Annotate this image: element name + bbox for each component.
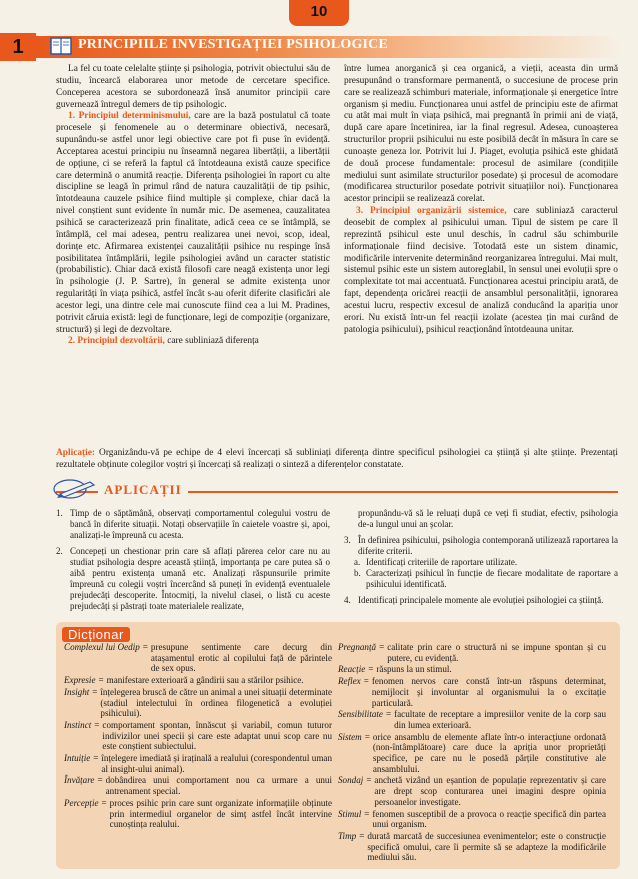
exercise-number: 3. bbox=[344, 535, 351, 545]
paragraph-determinism bbox=[56, 111, 330, 336]
equals-sign: = bbox=[364, 808, 370, 819]
book-icon bbox=[48, 33, 74, 59]
dictionary-entry bbox=[338, 709, 606, 730]
dictionary-entry bbox=[338, 642, 606, 663]
equals-sign: = bbox=[364, 731, 370, 742]
dictionary-term: Insight bbox=[64, 686, 90, 697]
exercise-item bbox=[56, 546, 330, 612]
exercise-number bbox=[344, 508, 358, 530]
dictionary-entry bbox=[64, 798, 332, 830]
pencil-icon bbox=[52, 476, 100, 500]
principle-3-heading: 3. Principiul organizării sistemice, bbox=[356, 206, 507, 217]
exercise-number: 2. bbox=[56, 546, 63, 556]
equals-sign: = bbox=[93, 753, 99, 764]
dictionary-definition: orice ansamblu de elemente aflate într-o interacțiune ordonată (non-întâmplătoare) care duce la apriția unor proprietăți specifice, pe care nu le posedă părțile constitutive ale ansamblului. bbox=[372, 731, 606, 774]
application-label: Aplicație: bbox=[56, 448, 96, 458]
application-text: Organizându-vă pe echipe de 4 elevi încercați să subliniați diferența dintre specificul psihologiei ca știință și alte științe. Prezentați rezultatele obținute colegilor voștri și încercați să realizați o sinteză a diferențelor constatate. bbox=[56, 448, 618, 470]
applications-title: APLICAȚII bbox=[98, 482, 188, 498]
equals-sign: = bbox=[97, 775, 103, 786]
equals-sign: = bbox=[359, 830, 365, 841]
dictionary-definition: comportament spontan, înnăscut și variabil, comun tuturor indivizilor unei specii și care este adaptat unui scop care nu este conștient subiectului. bbox=[102, 719, 332, 752]
dictionary-definition: răspuns la un stimul. bbox=[376, 664, 452, 675]
dictionary-entry bbox=[64, 687, 332, 719]
dictionary-entry bbox=[64, 775, 332, 796]
dictionary-definition: proces psihic prin care sunt organizate informațiile obținute prin intermediul organelor de simț astfel încât intervine cunoștința realului. bbox=[109, 797, 332, 830]
exercise-subitem-letter: b. bbox=[354, 568, 361, 578]
exercises-right-column bbox=[344, 508, 618, 616]
dictionary-term: Intuiție bbox=[64, 753, 91, 764]
principle-3-text: care subliniază caracterul deosebit de complex al psihicului uman. Tipul de sistem pe care îl reprezintă psihicul este unul deschis, în cadrul său schimburile informaționale fiind decisive. Totodată este un sistem dinamic, modificările intervenite determinând reorganizarea întregului. Mai mult, sistemul psihic este un sistem autoreglabil, în sensul unei evoluții spre o complexitate tot mai accentuată. Funcționarea acestui principiu arată, de fapt, dependența oricărei reacții de ansamblul personalității, ignorarea acestui lucru, respectiv excesul de analiză conducând la apariția unor erori. Nu există într-un fel reacții izolate (acestea țin mai curând de patologia psihicului), psihicul reacționând întotdeauna unitar. bbox=[344, 206, 618, 335]
exercise-subitem bbox=[354, 557, 618, 568]
exercise-number: 1. bbox=[56, 508, 63, 518]
dictionary-entry bbox=[338, 676, 606, 708]
exercise-item bbox=[344, 508, 618, 530]
dictionary-term: Sondaj bbox=[338, 775, 364, 786]
section-title: PRINCIPIILE INVESTIGAȚIEI PSIHOLOGICE bbox=[78, 37, 389, 52]
dictionary-entry bbox=[64, 753, 332, 774]
body-columns bbox=[56, 64, 618, 446]
equals-sign: = bbox=[366, 775, 372, 786]
right-column bbox=[344, 64, 618, 446]
dictionary-right-column bbox=[338, 642, 606, 864]
dictionary-definition: anchetă vizând un eșantion de populație reprezentativ și care are drept scop conturarea unei imagini despre opinia persoanelor investigate. bbox=[374, 775, 606, 807]
dictionary-entry bbox=[338, 809, 606, 830]
dictionary-term: Expresie bbox=[64, 675, 96, 686]
equals-sign: = bbox=[142, 642, 148, 652]
exercise-text: Timp de o săptămână, observați comportamentul colegului vostru de bancă în diferite situații. Notați observațiile în caietele voastre și, apoi, analizați-le împreună cu acesta. bbox=[70, 508, 330, 540]
exercise-text: În definirea psihicului, psihologia contemporană utilizează raportarea la diferite criterii. bbox=[358, 535, 618, 556]
exercise-subitem-text: Caracterizați psihicul în funcție de fiecare modalitate de raportare a psihicului identificată. bbox=[366, 568, 618, 589]
dictionary-term: Sensibilitate bbox=[338, 709, 383, 720]
exercises-left-column bbox=[56, 508, 330, 616]
equals-sign: = bbox=[101, 797, 107, 808]
dictionary-entry bbox=[338, 831, 606, 863]
principle-2-heading: 2. Principiul dezvoltării, bbox=[68, 336, 165, 347]
equals-sign: = bbox=[94, 719, 100, 730]
dictionary-definition: înțelegere imediată și iraținală a realului (corespondentul uman al insight-ului animal). bbox=[101, 753, 332, 774]
equals-sign: = bbox=[363, 676, 369, 687]
dictionary-entry bbox=[64, 642, 332, 674]
dictionary-term: Sistem bbox=[338, 731, 362, 742]
dictionary-definition: manifestare exterioară a gândirii sau a stărilor psihice. bbox=[106, 675, 304, 686]
dictionary-term: Stimul bbox=[338, 808, 362, 819]
dictionary-entry bbox=[64, 720, 332, 752]
exercises bbox=[56, 508, 618, 616]
dictionary-entry bbox=[338, 732, 606, 775]
application-note bbox=[56, 448, 618, 472]
dictionary-term: Reflex bbox=[338, 676, 361, 687]
dictionary-term: Complexul lui Oedip bbox=[64, 642, 140, 652]
paragraph-development bbox=[56, 336, 330, 348]
dictionary-definition: calitate prin care o structură ni se impune spontan și cu putere, cu evidență. bbox=[387, 642, 606, 663]
exercise-subitem-text: Identificați criteriile de raportare utilizate. bbox=[366, 557, 518, 567]
equals-sign: = bbox=[98, 675, 104, 686]
exercise-subitem bbox=[354, 568, 618, 590]
dictionary-term: Timp bbox=[338, 830, 357, 841]
paragraph-systemic bbox=[344, 206, 618, 336]
left-column bbox=[56, 64, 330, 446]
equals-sign: = bbox=[379, 642, 385, 652]
exercise-text: propunându-vă să le reluați după ce veți fi studiat, efectiv, psihologia de-a lungul unui an școlar. bbox=[358, 508, 618, 529]
paragraph-intro: La fel cu toate celelalte științe și psihologia, potrivit obiectului său de studiu, încearcă elaborarea unor metode de cercetare specifice. Conceperea acestora se subordonează însă anumitor principii care guvernează întregul demers de tip psihologic. bbox=[56, 64, 330, 110]
dictionary-term: Percepție bbox=[64, 797, 99, 808]
principle-1-heading: 1. Principiul determinismului, bbox=[68, 111, 191, 122]
dictionary-term: Instinct bbox=[64, 719, 92, 730]
exercise-subitem-letter: a. bbox=[354, 557, 361, 567]
exercise-text: Concepeți un chestionar prin care să aflați părerea celor care nu au studiat psihologia despre această știință, importanța pe care putea să o aibă pentru existența umană etc. Analizați răspunsurile primite împreună cu colegii voștri încercând să puneți în evidență eventualele prejudecăți descoperite. Întocmiți, la nivelul clasei, o listă cu aceste prejudecăți și păstrați toate materialele realizate, bbox=[70, 546, 330, 611]
exercise-number: 4. bbox=[344, 595, 351, 605]
exercise-item bbox=[344, 595, 618, 606]
dictionary-term: Învățare bbox=[64, 775, 95, 786]
principle-2-text: care subliniază diferența bbox=[167, 336, 259, 347]
exercise-item bbox=[56, 508, 330, 541]
paragraph-development-cont: între lumea anorganică și cea organică, a vieții, aceasta din urmă presupunând o transformare permanentă, o succesiune de procese prin care se realizează schimburi materiale, informaționale și energetice între organism și mediu. Funcționarea unui astfel de principiu este de afirmat cu atât mai mult în viața psihică, mai pregnantă în primii ani de viață, după care apare încetinirea, iar la final regresul. Adesea, cunoașterea structurilor proprii psihicului nu este posibilă decât în măsura în care se cunoaște geneza lor. Potrivit lui J. Piaget, evoluția psihică este ghidată de două procese fundamentale: procesul de asimilare (condițiile mediului sunt asimilate structurilor posedate) și procesul de acomodare (modificarea structurilor posedate potrivit situațiilor noi). Funcționarea acestor principii se realizează corelat. bbox=[344, 64, 618, 205]
principle-1-text: care are la bază postulatul că toate procesele și fenomenele au o determinare obiectivă, necesară, supunându-se astfel unor legi obiective care pot fi puse în evidență. Acceptarea acestui principiu nu înseamnă negarea libertății, a libertății de opțiune, ci se referă la faptul că întotdeauna există cauze specifice care determină o anumită reacție. Diferența psihologiei în raport cu alte discipline se leagă în primul rând de natura cauzalității de tip psihic, întotdeauna cauzele psihice fiind multiple și complexe, chiar dacă la nivel conștient sunt evidente în număr mic. De asemenea, cauzalitatea psihică se caracterizează prin finalitate, adică ceea ce se întâmplă, se întâmplă, cel mai adesea, pentru realizarea unei nevoi, scop, ideal, dorințe etc. Afirmarea existenței cauzalității psihice nu respinge însă posibilitatea întâmplării, legile psihologiei având un caracter statistic (probabilistic). Chiar dacă există filosofi care neagă existența unor legi în psihologie (J. P. Sartre), în general se admite existența unor regularități în viața psihică, astfel încât s-au oferit diferite clasificări ale acestor legi, una dintre cele mai cunoscute fiind cea a lui M. Pradines, potrivit căruia există: legi de funcționare, legi de compoziție (organizare, structură) și legi de dezvoltare. bbox=[56, 111, 330, 335]
dictionary-definition: durată marcată de succesiunea evenimentelor; este o construcție specifică omului, care îi permite să se adapteze la modificările mediului său. bbox=[367, 830, 606, 863]
dictionary-entry bbox=[64, 675, 332, 686]
dictionary-definition: presupune sentimente care decurg din atașamentul erotic al copilului față de părintele de sex opus. bbox=[150, 642, 332, 674]
equals-sign: = bbox=[368, 664, 374, 675]
equals-sign: = bbox=[92, 686, 98, 697]
equals-sign: = bbox=[385, 709, 392, 720]
dictionary-entry bbox=[338, 775, 606, 807]
dictionary-definition: fenomen susceptibil de a provoca o reacție specifică din partea unui organism. bbox=[372, 808, 606, 830]
chapter-tab: 1 bbox=[0, 33, 36, 61]
dictionary-definition: dobândirea unui comportament nou ca urmare a unui antrenament special. bbox=[105, 775, 332, 797]
dictionary-definition: facultate de receptare a impresiilor venite de la corp sau din lumea exterioară. bbox=[394, 709, 606, 730]
dictionary-term: Reacție bbox=[338, 664, 366, 675]
exercise-item bbox=[344, 535, 618, 590]
dictionary-entry bbox=[338, 664, 606, 675]
page-number: 10 bbox=[289, 0, 349, 26]
exercise-text: Identificați principalele momente ale evoluției psihologiei ca știință. bbox=[358, 595, 604, 605]
dictionary-term: Pregnanță bbox=[338, 642, 377, 652]
dictionary-definition: fenomen nervos care constă într-un răspuns determinat, nemijlocit și involuntar al organismului la o excitație particulară. bbox=[371, 676, 606, 708]
dictionary-left-column bbox=[64, 642, 332, 831]
dictionary-definition: înțelegerea bruscă de către un animal a unei situații determinate (stadiul intelectului în ordinea filogenetică a evoluției psihicului). bbox=[100, 686, 332, 719]
dictionary-label: Dicționar bbox=[62, 627, 130, 642]
